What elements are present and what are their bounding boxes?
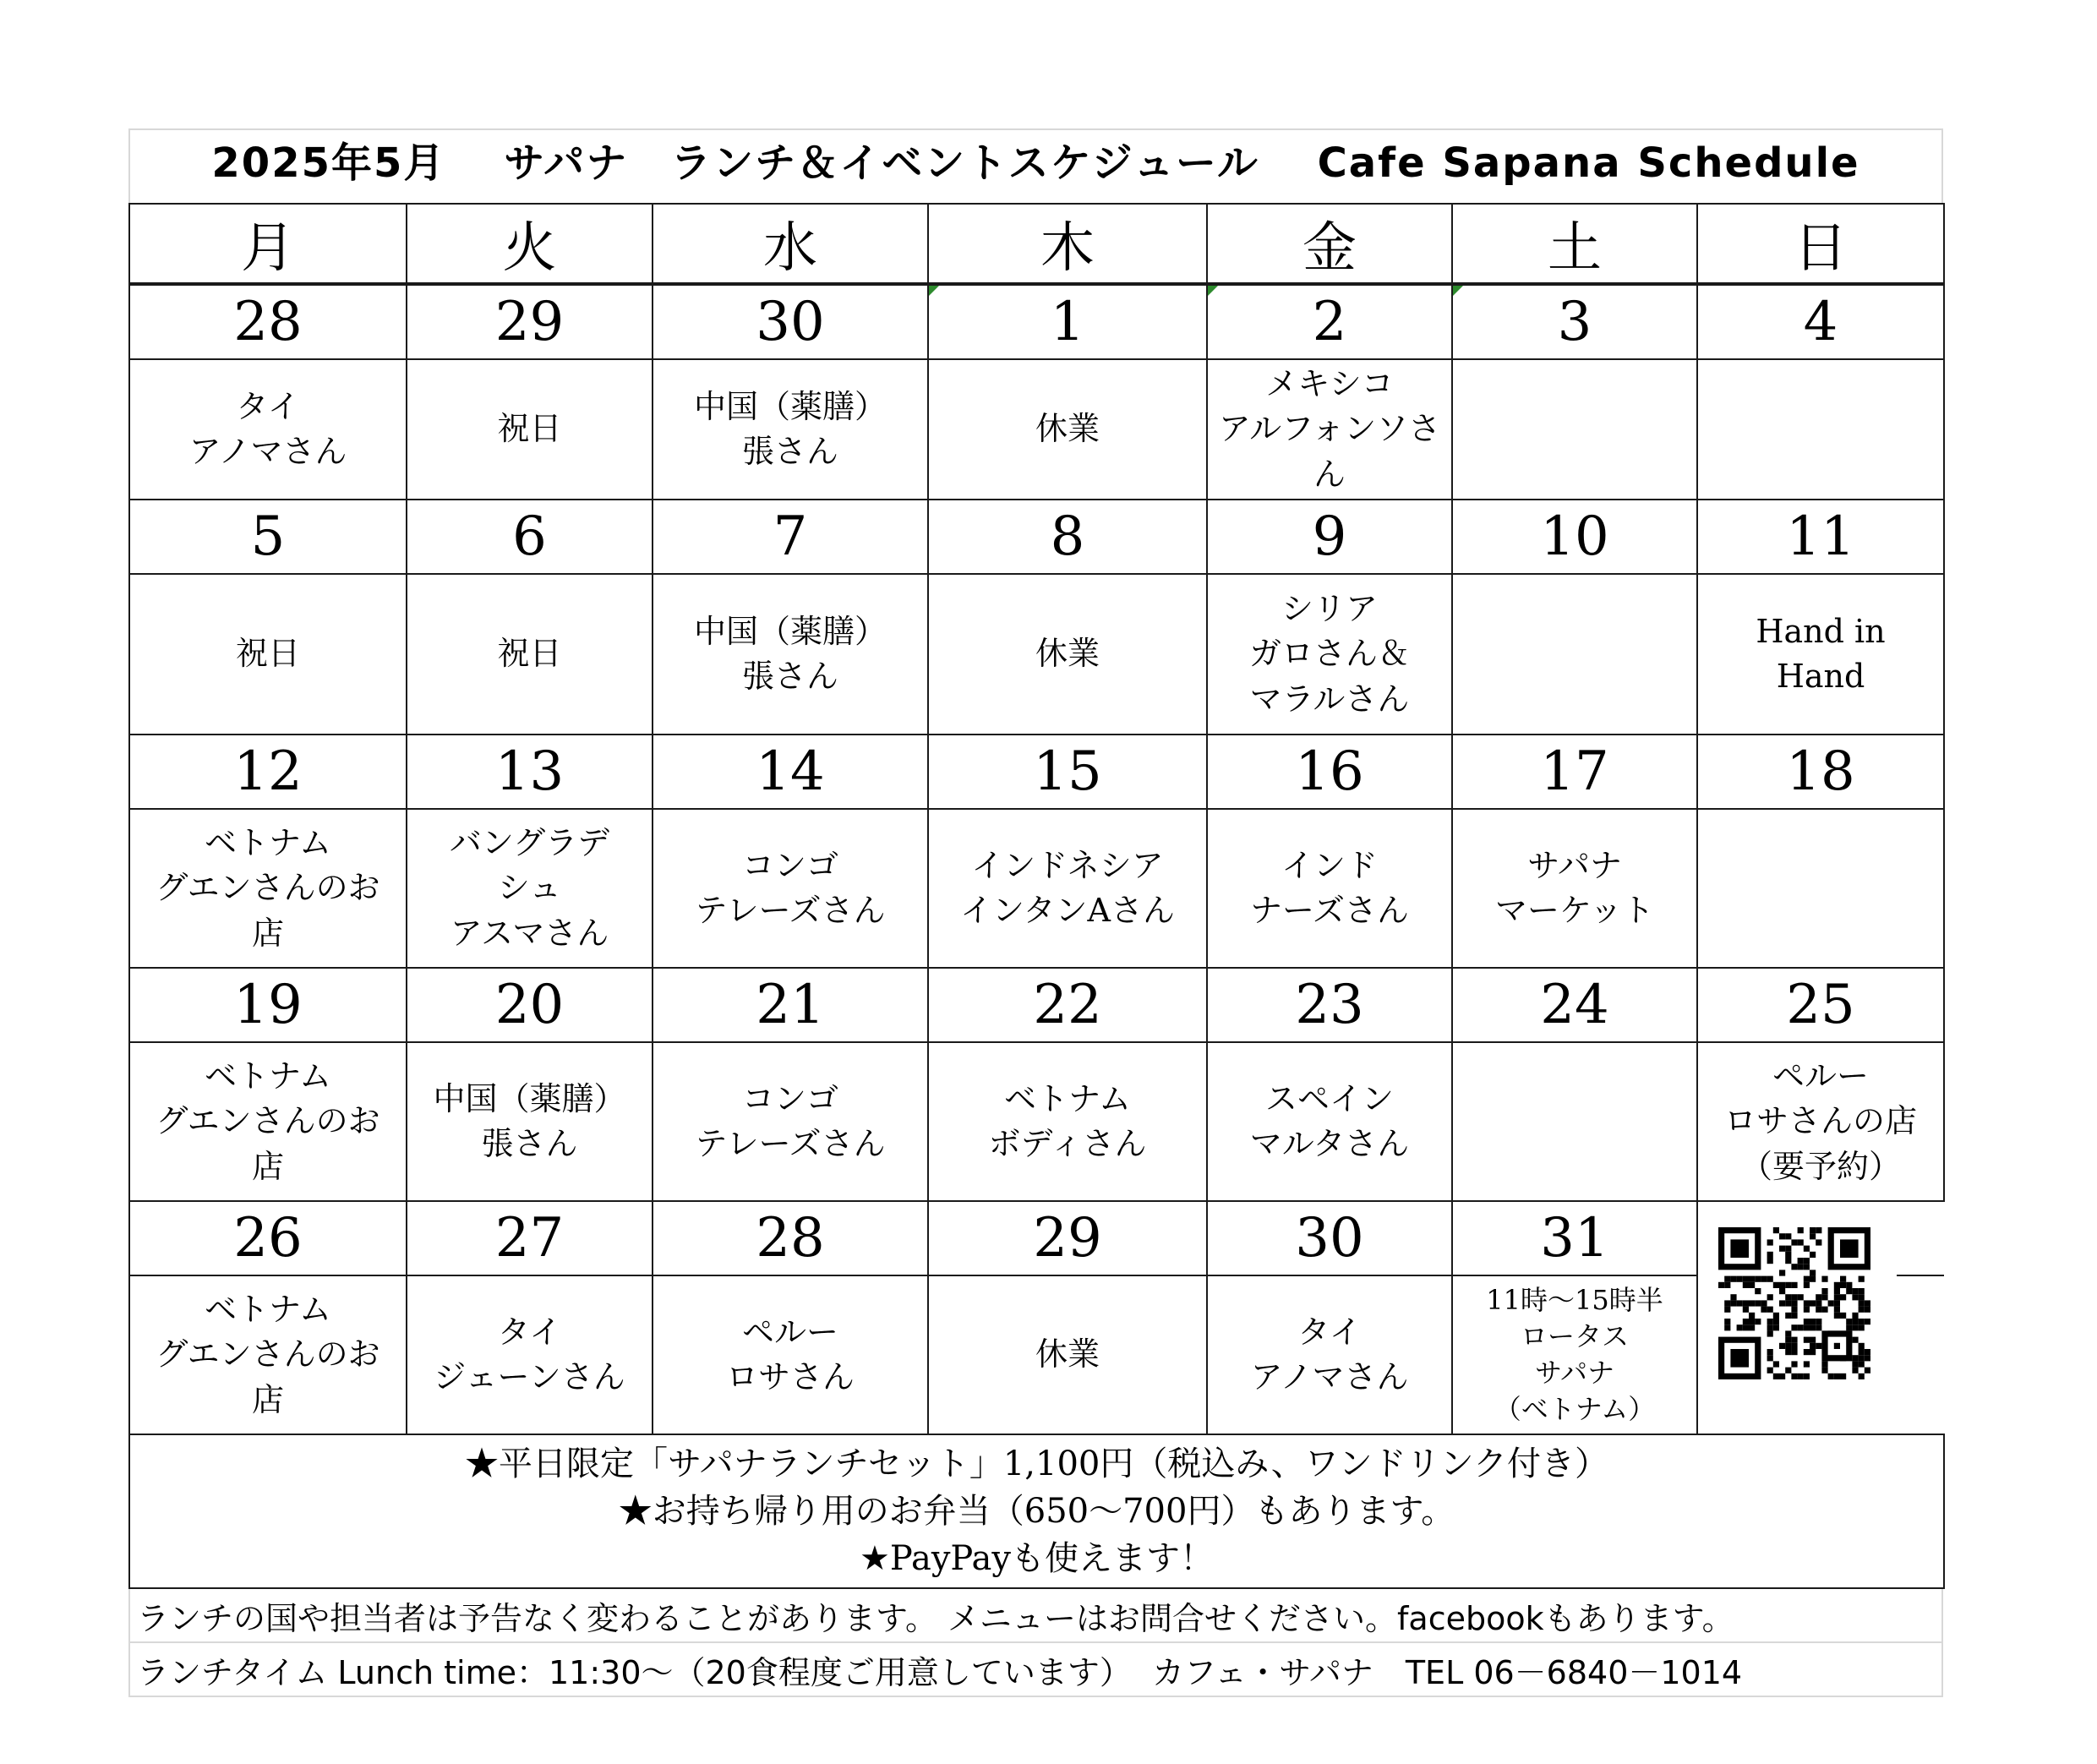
event-line: インドネシア: [971, 846, 1164, 884]
event-cell: [928, 359, 1207, 500]
event-line: 休業: [1035, 410, 1100, 448]
event-cell: [1207, 1042, 1452, 1201]
date-cell: [1207, 500, 1452, 574]
event-line: ベトナム: [204, 1057, 332, 1095]
event-cell: [1697, 809, 1944, 968]
event-line: サパナ: [1534, 1357, 1615, 1389]
event-line: マラルさん: [1249, 680, 1410, 718]
event-line: Hand in: [1756, 612, 1886, 650]
date-cell: [653, 500, 928, 574]
date-number: 30: [1295, 1207, 1364, 1270]
event-line: マーケット: [1494, 892, 1655, 929]
calendar-weeks: [128, 284, 1945, 1589]
date-number: 11: [1786, 505, 1855, 568]
date-number: 27: [494, 1207, 565, 1270]
event-line: インド: [1281, 846, 1378, 884]
event-cell: [407, 574, 653, 735]
date-cell: [1207, 285, 1452, 359]
event-line: ん: [1313, 455, 1346, 493]
event-row: [129, 1042, 1944, 1201]
weekday-sun: 日: [1697, 204, 1944, 283]
date-number: 25: [1786, 974, 1855, 1036]
date-number: 26: [233, 1207, 303, 1270]
date-cell: [1697, 285, 1944, 359]
event-line: グエンさんのお: [156, 1102, 380, 1140]
event-cell: [129, 1042, 407, 1201]
event-cell: [1452, 809, 1697, 968]
event-cell: [928, 1042, 1207, 1201]
event-line: コンゴ: [741, 1079, 838, 1117]
date-number: 21: [756, 974, 825, 1036]
date-cell: [1207, 968, 1452, 1042]
event-line: アノマさん: [188, 433, 347, 470]
date-cell: [928, 500, 1207, 574]
event-line: インタンAさん: [960, 892, 1175, 929]
comment-marker-icon: [1453, 286, 1463, 296]
event-line: タイ: [1297, 1313, 1362, 1351]
event-cell: [129, 574, 407, 735]
date-number: 20: [494, 974, 565, 1036]
event-line: 中国（薬膳）: [693, 387, 887, 425]
date-cell: [1207, 735, 1452, 809]
date-cell: [1697, 735, 1944, 809]
date-number: 29: [1033, 1207, 1102, 1270]
date-number: 3: [1557, 291, 1592, 353]
event-cell: [1452, 359, 1697, 500]
date-cell: [1697, 500, 1944, 574]
event-cell: [407, 359, 653, 500]
date-number: 29: [494, 291, 565, 353]
date-number: 28: [756, 1207, 825, 1270]
date-number: 31: [1540, 1207, 1609, 1270]
event-line: ロータス: [1520, 1319, 1629, 1352]
event-cell: [928, 1275, 1207, 1434]
schedule-sheet: [128, 128, 1943, 1697]
event-line: ベトナム: [204, 824, 332, 862]
comment-marker-icon: [1208, 286, 1218, 296]
footer-contact: ランチタイム Lunch time：11:30～（20食程度ご用意しています） カフェ・サパナ TEL 06－6840－1014: [128, 1643, 1943, 1697]
event-line: （要予約）: [1739, 1147, 1901, 1185]
event-cell: [928, 809, 1207, 968]
event-line: タイ: [236, 387, 300, 425]
date-cell: [928, 968, 1207, 1042]
event-line: ベトナム: [1003, 1079, 1132, 1117]
date-row: [129, 500, 1944, 574]
date-cell: [1452, 1201, 1697, 1275]
event-line: アスマさん: [450, 914, 609, 952]
date-cell: [407, 500, 653, 574]
date-number: 23: [1295, 974, 1364, 1036]
event-cell: [653, 574, 928, 735]
event-cell: [1452, 1275, 1697, 1434]
date-number: 1: [1050, 291, 1085, 353]
weekday-wed: 水: [653, 204, 928, 283]
event-line: テレーズさん: [695, 1125, 886, 1162]
event-line: シュ: [497, 869, 562, 907]
event-cell: [1697, 359, 1944, 500]
event-line: バングラデ: [449, 824, 610, 862]
date-number: 16: [1295, 740, 1364, 803]
event-line: テレーズさん: [695, 892, 886, 929]
date-cell: [407, 1201, 653, 1275]
date-number: 12: [233, 740, 303, 803]
event-line: （ベトナム）: [1494, 1393, 1656, 1426]
weekday-tue: 火: [407, 204, 653, 283]
weekday-header-row: [129, 204, 1944, 283]
event-line: グエンさんのお: [156, 1335, 380, 1374]
note-line: ★平日限定「サパナランチセット」1,100円（税込み、ワンドリンク付き）: [465, 1445, 1608, 1483]
event-line: タイ: [497, 1313, 562, 1351]
event-cell: [1207, 359, 1452, 500]
date-cell: [407, 968, 653, 1042]
event-line: 祝日: [497, 410, 562, 448]
event-cell: [407, 1042, 653, 1201]
event-line: アルフォンソさ: [1218, 410, 1441, 448]
event-line: 張さん: [741, 658, 838, 695]
date-cell: [1452, 285, 1697, 359]
event-line: 中国（薬膳）: [433, 1079, 626, 1117]
date-cell: [1452, 735, 1697, 809]
event-line: 店: [251, 1380, 284, 1418]
event-row: [129, 809, 1944, 968]
event-cell: [1207, 1275, 1452, 1434]
weekday-fri: 金: [1207, 204, 1452, 283]
event-line: ベトナム: [204, 1291, 332, 1329]
date-cell: [928, 735, 1207, 809]
qr-cell: [1697, 1201, 1944, 1434]
event-line: ペルー: [1772, 1057, 1869, 1095]
date-cell: [1452, 500, 1697, 574]
date-cell: [928, 285, 1207, 359]
event-line: 店: [251, 1147, 284, 1185]
event-cell: [653, 1042, 928, 1201]
event-row: [129, 359, 1944, 500]
event-cell: [1452, 574, 1697, 735]
date-cell: [653, 968, 928, 1042]
event-line: 休業: [1035, 635, 1100, 673]
date-number: 9: [1312, 505, 1347, 568]
event-line: メキシコ: [1265, 365, 1394, 403]
event-line: 張さん: [741, 433, 838, 470]
notes-row: [129, 1434, 1944, 1588]
event-line: スペイン: [1264, 1079, 1394, 1117]
date-row: [129, 285, 1944, 359]
event-line: 中国（薬膳）: [693, 612, 887, 650]
comment-marker-icon: [929, 286, 939, 296]
event-line: コンゴ: [741, 846, 838, 884]
date-number: 5: [250, 505, 286, 568]
event-line: マルタさん: [1249, 1125, 1410, 1162]
event-line: ペルー: [741, 1313, 838, 1351]
title-spacer: [128, 188, 1943, 203]
date-number: 15: [1033, 740, 1102, 803]
event-line: 張さん: [481, 1125, 578, 1162]
date-number: 24: [1540, 974, 1609, 1036]
event-line: アノマさん: [1250, 1358, 1409, 1395]
weekday-mon: 月: [129, 204, 407, 283]
event-cell: [1207, 574, 1452, 735]
date-number: 6: [512, 505, 547, 568]
date-row: [129, 735, 1944, 809]
footer-notice: ランチの国や担当者は予告なく変わることがあります。 メニューはお問合せください。facebookもあります。: [128, 1589, 1943, 1643]
event-cell: [653, 809, 928, 968]
date-number: 7: [773, 505, 808, 568]
event-line: サパナ: [1527, 846, 1622, 884]
date-number: 28: [233, 291, 303, 353]
date-number: 19: [233, 974, 303, 1036]
date-cell: [653, 735, 928, 809]
date-number: 4: [1803, 291, 1838, 353]
event-line: ガロさん＆: [1248, 635, 1410, 673]
date-cell: [1452, 968, 1697, 1042]
date-number: 10: [1540, 505, 1609, 568]
event-line: シリア: [1281, 590, 1378, 628]
date-row: [129, 1201, 1944, 1275]
event-line: 祝日: [497, 635, 562, 673]
event-cell: [407, 1275, 653, 1434]
event-row: [129, 574, 1944, 735]
date-cell: [129, 285, 407, 359]
event-line: 11時～15時半: [1486, 1283, 1663, 1316]
event-line: 祝日: [235, 635, 300, 673]
date-number: 8: [1050, 505, 1085, 568]
date-cell: [129, 735, 407, 809]
event-line: グエンさんのお: [156, 869, 380, 907]
date-cell: [1207, 1201, 1452, 1275]
event-cell: [1697, 574, 1944, 735]
calendar-grid: [128, 203, 1945, 284]
event-line: 店: [251, 914, 284, 952]
event-cell: [129, 1275, 407, 1434]
date-number: 22: [1033, 974, 1102, 1036]
event-cell: [653, 359, 928, 500]
date-cell: [129, 1201, 407, 1275]
event-row: [129, 1275, 1944, 1434]
event-line: ジェーンさん: [434, 1358, 625, 1395]
event-line: ボディさん: [988, 1125, 1147, 1162]
event-cell: [129, 809, 407, 968]
qr-code-icon[interactable]: [1718, 1227, 1870, 1379]
date-number: 14: [756, 740, 825, 803]
date-cell: [1697, 968, 1944, 1042]
note-line: ★お持ち帰り用のお弁当（650～700円）もあります。: [618, 1492, 1455, 1531]
notes-cell: [129, 1434, 1944, 1588]
page-title: 2025年5月 サパナ ランチ＆イベントスケジュール Cafe Sapana Schedule: [128, 128, 1943, 188]
event-line: ナーズさん: [1249, 892, 1410, 929]
date-cell: [407, 735, 653, 809]
event-cell: [1697, 1042, 1944, 1201]
date-number: 17: [1540, 740, 1609, 803]
event-line: 休業: [1035, 1335, 1100, 1374]
event-cell: [653, 1275, 928, 1434]
date-cell: [129, 968, 407, 1042]
date-row: [129, 968, 1944, 1042]
date-number: 2: [1312, 291, 1347, 353]
weekday-thu: 木: [928, 204, 1207, 283]
date-cell: [928, 1201, 1207, 1275]
event-cell: [928, 574, 1207, 735]
event-line: Hand: [1776, 658, 1865, 695]
event-line: ロサさんの店: [1723, 1102, 1917, 1140]
date-cell: [653, 1201, 928, 1275]
date-cell: [653, 285, 928, 359]
event-cell: [1207, 809, 1452, 968]
date-number: 18: [1786, 740, 1855, 803]
event-cell: [407, 809, 653, 968]
date-cell: [129, 500, 407, 574]
event-line: ロサさん: [725, 1358, 855, 1395]
date-number: 13: [494, 740, 565, 803]
weekday-sat: 土: [1452, 204, 1697, 283]
note-line: ★PayPayも使えます！: [860, 1539, 1214, 1578]
event-cell: [129, 359, 407, 500]
date-number: 30: [756, 291, 825, 353]
event-cell: [1452, 1042, 1697, 1201]
date-cell: [407, 285, 653, 359]
table-edge-line: [1897, 1275, 1944, 1276]
